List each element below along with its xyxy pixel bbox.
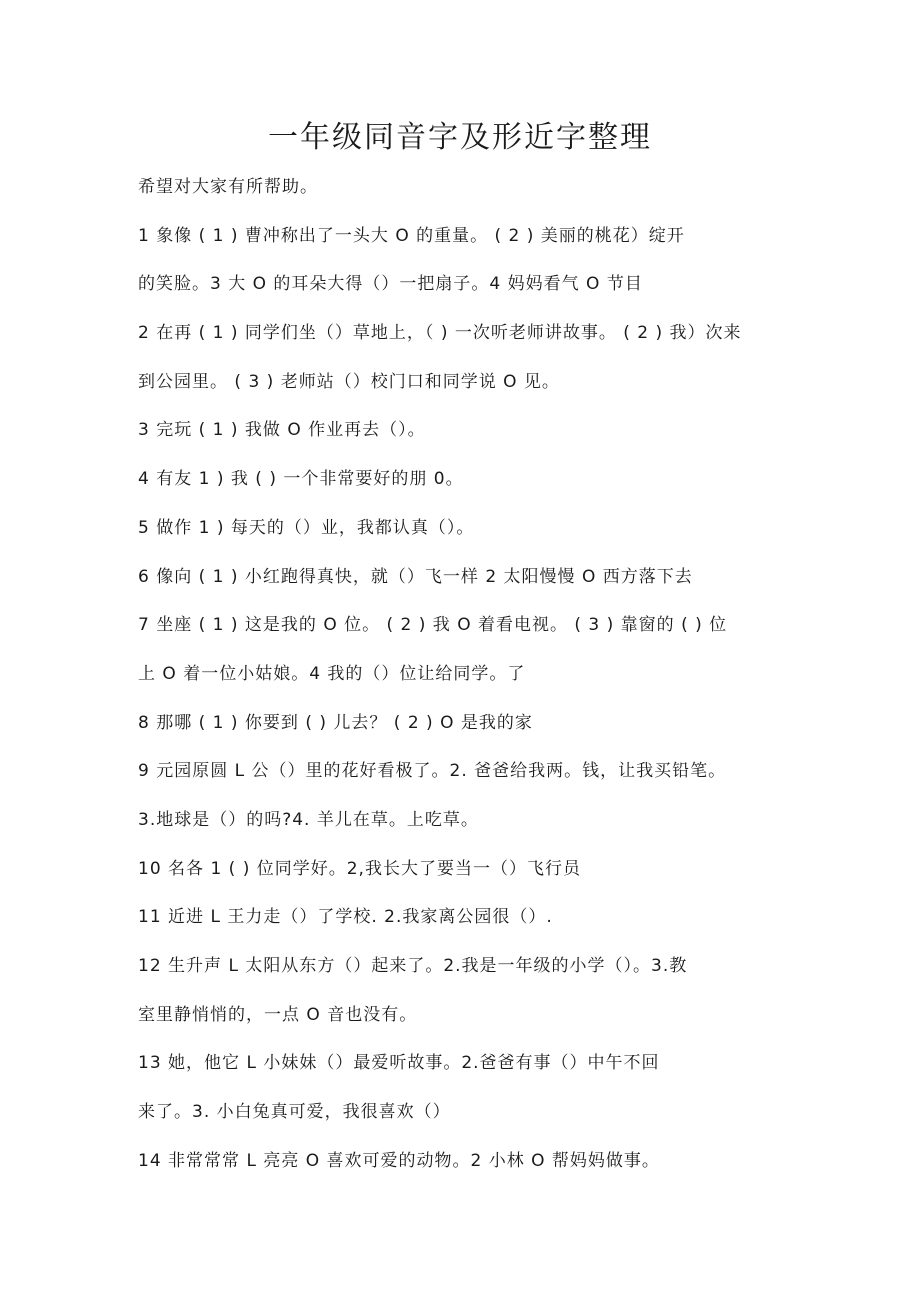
item-12-line-1: 12 生升声 L 太阳从东方（）起来了。2.我是一年级的小学（）。3.教 (138, 956, 688, 976)
item-9-line-2: 3.地球是（）的吗?4. 羊儿在草。上吃草。 (138, 809, 479, 830)
item-9-line-1: 9 元园原圆 L 公（）里的花好看极了。2. 爸爸给我两。钱，让我买铅笔。 (138, 761, 727, 782)
document-body (138, 172, 798, 1194)
item-11-line: 11 近进 L 王力走（）了学校. 2.我家离公园很（）. (138, 907, 553, 928)
item-2-line-1: 2 在再 ( 1 ) 同学们坐（）草地上，（ ) 一次听老师讲故事。 ( 2 ) 我）次来 (138, 323, 742, 344)
item-8-line: 8 那哪 ( 1 ) 你要到 ( ) 儿去？ ( 2 ) O 是我的家 (138, 712, 533, 733)
page-title: 一年级同音字及形近字整理 (268, 120, 652, 155)
item-13-line-1: 13 她，他它 L 小妹妹（）最爱听故事。2.爸爸有事（）中午不回 (138, 1053, 660, 1074)
item-6-line: 6 像向 ( 1 ) 小红跑得真快，就（）飞一样 2 太阳慢慢 O 西方落下去 (138, 566, 693, 587)
item-5-line: 5 做作 1 ) 每天的（）业，我都认真（）。 (138, 517, 475, 538)
item-13-line-2: 来了。3. 小白兔真可爱，我很喜欢（） (138, 1102, 451, 1123)
item-14-line: 14 非常常常 L 亮亮 O 喜欢可爱的动物。2 小林 O 帮妈妈做事。 (138, 1150, 660, 1171)
item-7-line-1: 7 坐座 ( 1 ) 这是我的 O 位。 ( 2 ) 我 O 着看电视。 ( 3 ) 靠窗的 ( ) 位 (138, 615, 728, 636)
item-7-line-2: 上 O 着一位小姑娘。4 我的（）位让给同学。了 (138, 663, 526, 684)
item-4-line: 4 有友 1 ) 我 ( ) 一个非常要好的朋 0。 (138, 469, 464, 490)
item-2-line-2: 到公园里。 ( 3 ) 老师站（）校门口和同学说 O 见。 (138, 371, 560, 392)
item-3-line: 3 完玩 ( 1 ) 我做 O 作业再去（）。 (138, 420, 426, 441)
item-1-line-2: 的笑脸。3 大 O 的耳朵大得（）一把扇子。4 妈妈看气 O 节目 (138, 274, 643, 295)
intro-line: 希望对大家有所帮助。 (138, 177, 318, 197)
item-1-line-1: 1 象像 ( 1 ) 曹冲称出了一头大 O 的重量。 ( 2 ) 美丽的桃花）绽开 (138, 225, 685, 246)
item-10-line: 10 名各 1 ( ) 位同学好。2,我长大了要当一（）飞行员 (138, 858, 581, 879)
item-12-line-2: 室里静悄悄的，一点 O 音也没有。 (138, 1004, 418, 1025)
